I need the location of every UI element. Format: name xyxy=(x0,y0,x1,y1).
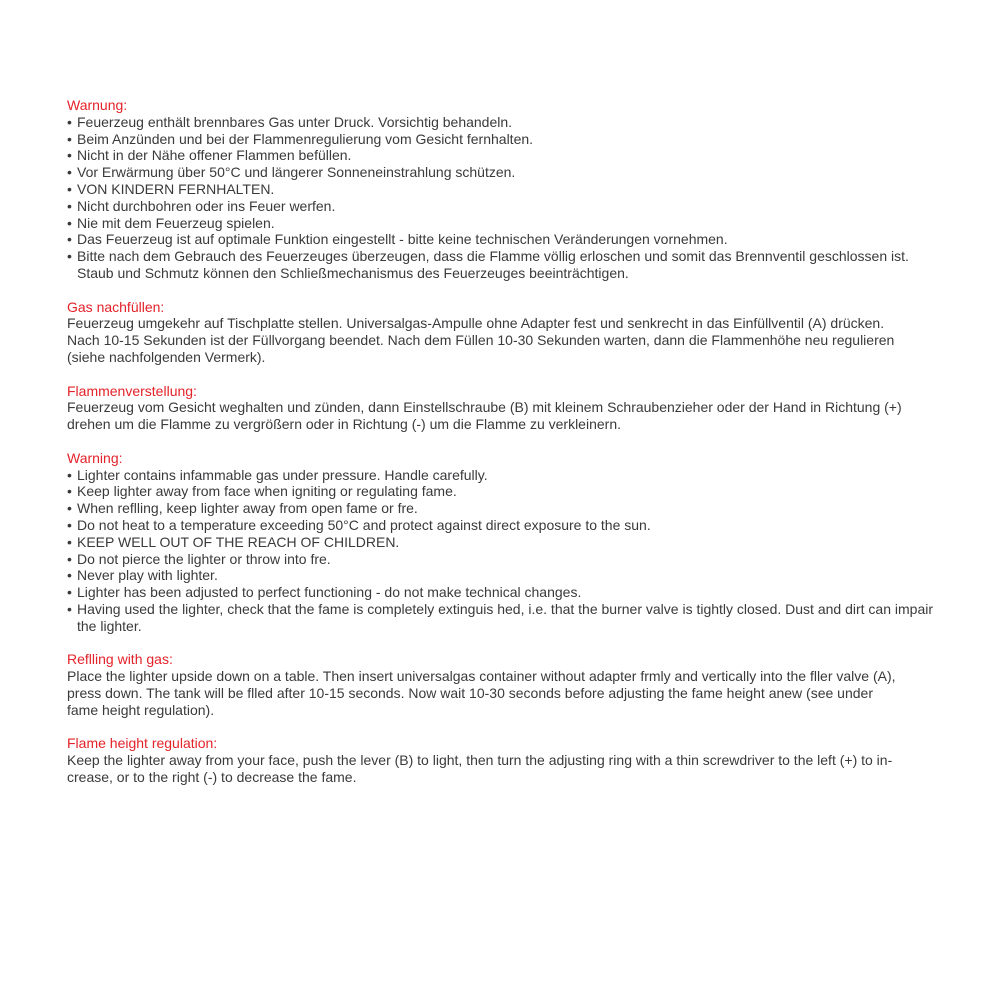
paragraph-line: Nach 10-15 Sekunden ist der Füllvorgang beendet. Nach dem Füllen 10-30 Sekunden warten, dann die Flammenhöhe neu regulieren xyxy=(67,332,895,349)
bullet-marker-icon: • xyxy=(67,500,72,517)
bullet-marker-icon: • xyxy=(67,567,72,584)
bullet-item xyxy=(67,147,935,164)
instruction-document xyxy=(67,97,935,802)
bullet-marker-icon: • xyxy=(67,147,72,164)
section-warning-en xyxy=(67,450,935,635)
bullet-item xyxy=(67,483,935,500)
bullet-marker-icon: • xyxy=(67,550,72,567)
bullet-text: Do not heat to a temperature exceeding 50°C and protect against direct exposure to the sun. xyxy=(77,516,651,533)
bullet-text: Having used the lighter, check that the fame is completely extinguis hed, i.e. that the burner valve is tightly closed. Dust and dirt can impair the lighter. xyxy=(77,600,934,634)
bullet-marker-icon: • xyxy=(67,113,72,130)
paragraph-line: Place the lighter upside down on a table. Then insert universalgas container without adapter frmly and vertically into the fller valve (A), xyxy=(67,668,896,685)
bullet-marker-icon: • xyxy=(67,214,72,231)
bullet-marker-icon: • xyxy=(67,600,72,617)
bullet-text: Feuerzeug enthält brennbares Gas unter Druck. Vorsichtig behandeln. xyxy=(77,113,513,130)
section-heading-warnung-de: Warnung: xyxy=(67,97,128,113)
section-heading-flame-height-regulation: Flame height regulation: xyxy=(67,735,218,752)
bullet-text: VON KINDERN FERNHALTEN. xyxy=(77,180,275,197)
bullet-item xyxy=(67,601,935,635)
bullet-marker-icon: • xyxy=(67,164,72,181)
bullet-text: Keep lighter away from face when igniting or regulating fame. xyxy=(77,483,457,500)
bullet-marker-icon: • xyxy=(67,248,72,265)
bullet-text: Vor Erwärmung über 50°C und längerer Sonneneinstrahlung schützen. xyxy=(77,164,516,181)
bullet-item xyxy=(67,517,935,534)
bullet-item xyxy=(67,181,935,198)
bullet-item xyxy=(67,248,935,282)
bullet-text: Nicht durchbohren oder ins Feuer werfen. xyxy=(77,197,336,214)
paragraph-line: Feuerzeug umgekehr auf Tischplatte stellen. Universalgas-Ampulle ohne Adapter fest und senkrecht in das Einfüllventil (A) drücken. xyxy=(67,315,885,332)
bullet-text: When reflling, keep lighter away from open fame or fre. xyxy=(77,500,418,517)
bullet-item xyxy=(67,215,935,232)
paragraph-line: crease, or to the right (-) to decrease the fame. xyxy=(67,768,357,785)
section-heading-flammenverstellung: Flammenverstellung: xyxy=(67,382,197,399)
paragraph-line: (siehe nachfolgenden Vermerk). xyxy=(67,348,266,365)
bullet-text: KEEP WELL OUT OF THE REACH OF CHILDREN. xyxy=(77,533,400,550)
paragraph-line: drehen um die Flamme zu vergrößern oder in Richtung (-) um die Flamme zu verkleinern. xyxy=(67,416,621,433)
bullet-item xyxy=(67,584,935,601)
bullet-item xyxy=(67,114,935,131)
section-gas-nachfuellen xyxy=(67,299,935,366)
bullet-item xyxy=(67,467,935,484)
paragraph-line: press down. The tank will be flled after 10-15 seconds. Now wait 10-30 seconds before adjusting the fame height anew (see under xyxy=(67,684,873,701)
bullet-text: Nie mit dem Feuerzeug spielen. xyxy=(77,214,275,231)
bullet-text: Beim Anzünden und bei der Flammenregulierung vom Gesicht fernhalten. xyxy=(77,130,534,147)
bullet-item xyxy=(67,500,935,517)
bullet-item xyxy=(67,567,935,584)
bullet-text: Lighter has been adjusted to perfect functioning - do not make technical changes. xyxy=(77,584,582,601)
bullet-marker-icon: • xyxy=(67,130,72,147)
bullet-item xyxy=(67,551,935,568)
section-heading-gas-nachfuellen: Gas nachfüllen: xyxy=(67,298,165,315)
bullet-item xyxy=(67,164,935,181)
section-heading-refilling-with-gas: Reflling with gas: xyxy=(67,651,173,668)
paragraph-line: fame height regulation). xyxy=(67,701,215,718)
bullet-item xyxy=(67,534,935,551)
bullet-marker-icon: • xyxy=(67,197,72,214)
bullet-marker-icon: • xyxy=(67,516,72,533)
bullet-marker-icon: • xyxy=(67,483,72,500)
bullet-marker-icon: • xyxy=(67,180,72,197)
bullet-text: Never play with lighter. xyxy=(77,567,218,584)
paragraph-line: Keep the lighter away from your face, push the lever (B) to light, then turn the adjusting ring with a thin screwdriver to the left (+) to in- xyxy=(67,752,893,769)
bullet-item xyxy=(67,198,935,215)
bullet-text: Bitte nach dem Gebrauch des Feuerzeuges überzeugen, dass die Flamme völlig erloschen und somit das Brennventil geschlossen ist. Staub und Schmutz können den Schließmechanismus des Feuerzeuges beeinträchtigen. xyxy=(77,248,909,281)
section-refilling-with-gas xyxy=(67,651,935,718)
bullet-item xyxy=(67,231,935,248)
bullet-item xyxy=(67,131,935,148)
bullet-text: Do not pierce the lighter or throw into fre. xyxy=(77,550,331,567)
bullet-marker-icon: • xyxy=(67,466,72,483)
section-flame-height-regulation xyxy=(67,735,935,785)
section-heading-warning-en: Warning: xyxy=(67,449,123,466)
bullet-marker-icon: • xyxy=(67,584,72,601)
bullet-marker-icon: • xyxy=(67,533,72,550)
bullet-text: Lighter contains infammable gas under pressure. Handle carefully. xyxy=(77,466,488,483)
bullet-text: Das Feuerzeug ist auf optimale Funktion eingestellt - bitte keine technischen Veränderungen vornehmen. xyxy=(77,231,728,248)
bullet-marker-icon: • xyxy=(67,231,72,248)
paragraph-line: Feuerzeug vom Gesicht weghalten und zünden, dann Einstellschraube (B) mit kleinem Schraubenzieher oder der Hand in Richtung (+) xyxy=(67,399,902,416)
bullet-text: Nicht in der Nähe offener Flammen befüllen. xyxy=(77,147,352,164)
section-warnung-de xyxy=(67,97,935,282)
section-flammenverstellung xyxy=(67,383,935,433)
